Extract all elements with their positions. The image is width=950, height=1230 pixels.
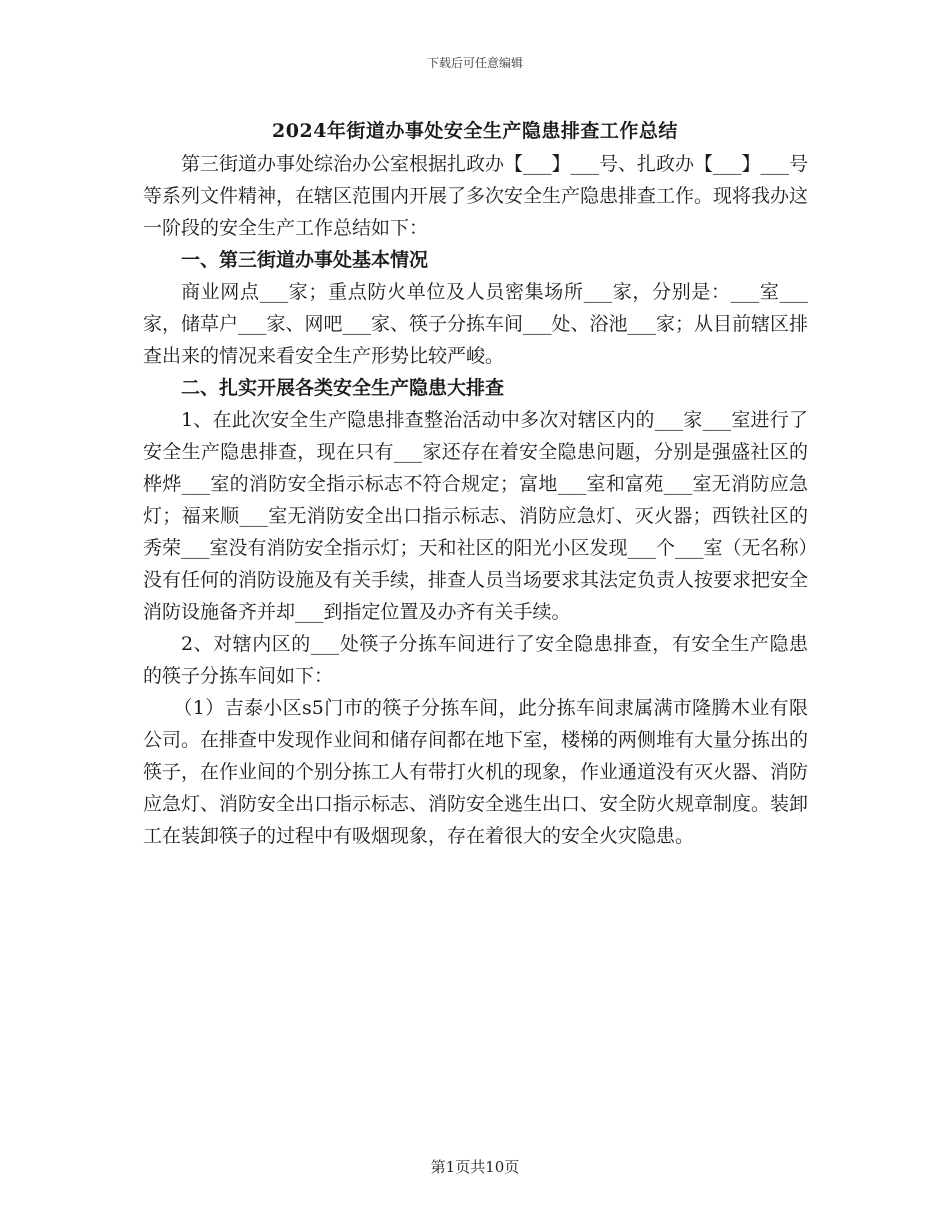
document-title: 2024年街道办事处安全生产隐患排查工作总结 bbox=[272, 120, 678, 142]
header-note: 下载后可任意编辑 bbox=[426, 56, 523, 70]
section-1-heading: 一、第三街道办事处基本情况 bbox=[181, 249, 429, 271]
section-2-item-1: 1、在此次安全生产隐患排查整治活动中多次对辖区内的___家___室进行了安全生产隐患排查，现在只有___家还存在着安全隐患问题，分别是强盛社区的桦烨___室的消防安全指示标志不符合规定；富地___室和富苑___室无消防应急灯；福来顺___室无消防安全出口指示标志、消防应急灯、灭火器；西铁社区的秀荣___室没有消防安全指示灯；天和社区的阳光小区发现___个___室（无名称）没有任何的消防设施及有关手续，排查人员当场要求其法定负责人按要求把安全消防设施备齐并却___到指定位置及办齐有关手续。 bbox=[143, 409, 809, 623]
section-1-paragraph: 商业网点___家；重点防火单位及人员密集场所___家，分别是：___室___家，储草户___家、网吧___家、筷子分拣车间___处、浴池___家；从目前辖区排查出来的情况来看安全生产形势比较严峻。 bbox=[143, 281, 809, 367]
section-2-item-2-1: （1）吉泰小区s5门市的筷子分拣车间，此分拣车间隶属满市隆腾木业有限公司。在排查中发现作业间和储存间都在地下室，楼梯的两侧堆有大量分拣出的筷子，在作业间的个别分拣工人有带打火机的现象，作业通道没有灭火器、消防应急灯、消防安全出口指示标志、消防安全逃生出口、安全防火规章制度。装卸工在装卸筷子的过程中有吸烟现象，存在着很大的安全火灾隐患。 bbox=[143, 697, 809, 847]
section-2-item-2: 2、对辖内区的___处筷子分拣车间进行了安全隐患排查，有安全生产隐患的筷子分拣车间如下： bbox=[143, 633, 808, 687]
document-body bbox=[143, 148, 808, 852]
page-number: 第1页共10页 bbox=[430, 1158, 520, 1176]
intro-paragraph: 第三街道办事处综治办公室根据扎政办【___】___号、扎政办【___】___号等系列文件精神，在辖区范围内开展了多次安全生产隐患排查工作。现将我办这一阶段的安全生产工作总结如下： bbox=[143, 153, 809, 239]
section-2-heading: 二、扎实开展各类安全生产隐患大排查 bbox=[181, 377, 505, 399]
